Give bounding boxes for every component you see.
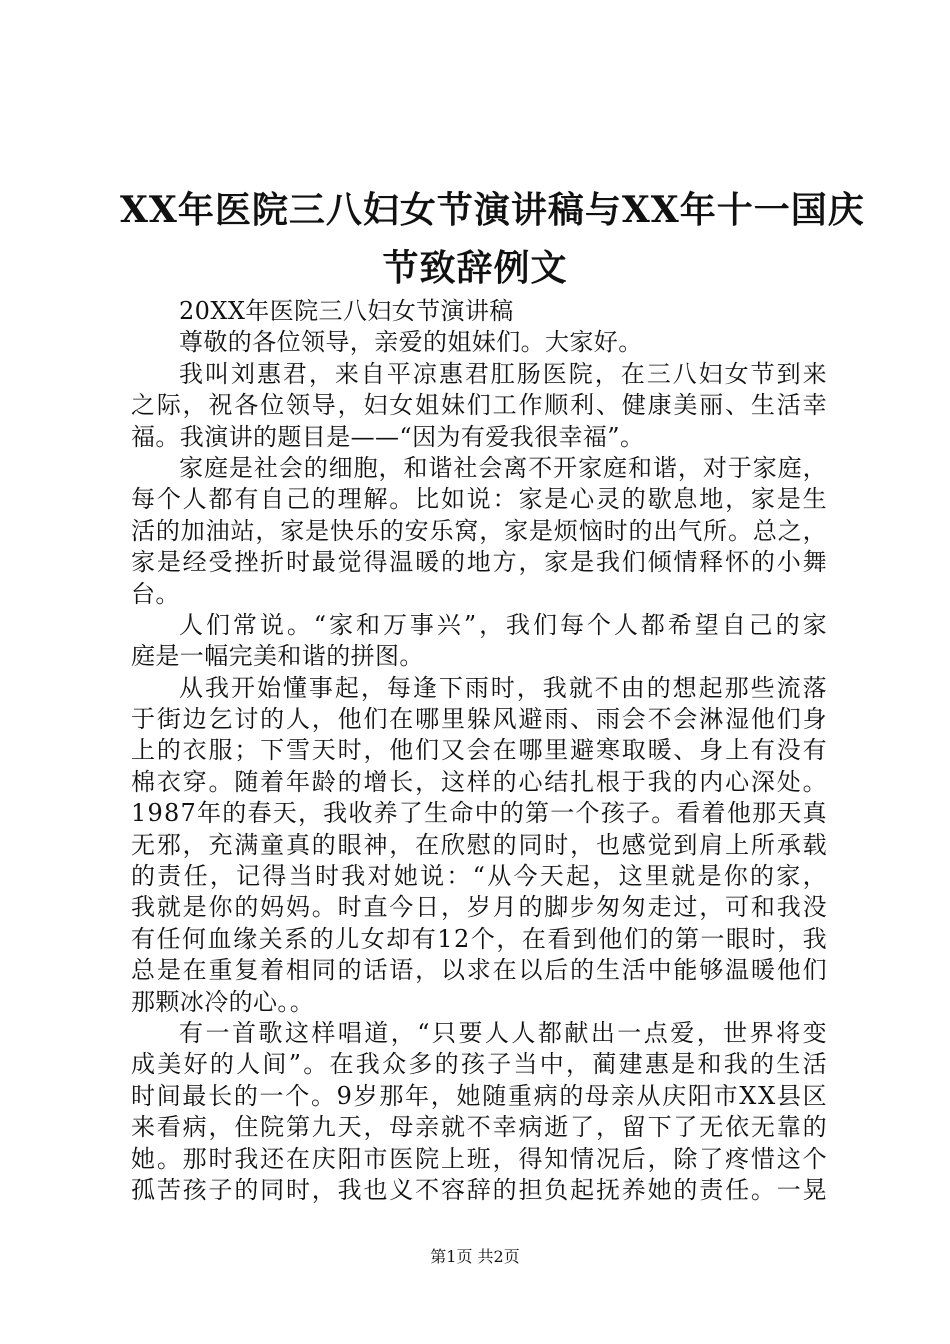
document-title-line-1: XX年医院三八妇女节演讲稿与XX年十一国庆 — [120, 189, 865, 231]
body-text-line: 家是经受挫折时最觉得温暖的地方，家是我们倾情释怀的小舞 — [131, 548, 829, 577]
body-text-line: 活的加油站，家是快乐的安乐窝，家是烦恼时的出气所。总之， — [131, 516, 828, 545]
body-text-line: 我叫刘惠君，来自平凉惠君肛肠医院，在三八妇女节到来 — [179, 359, 829, 388]
body-text-line: 每个人都有自己的理解。比如说：家是心灵的歇息地，家是生 — [131, 485, 829, 514]
body-text-line: 棉衣穿。随着年龄的增长，这样的心结扎根于我的内心深处。 — [131, 767, 829, 796]
body-text-line: 台。 — [131, 579, 180, 608]
body-text-line: 有任何血缘关系的儿女却有12个，在看到他们的第一眼时，我 — [131, 924, 829, 953]
body-text-line: 那颗冰冷的心。。 — [131, 987, 315, 1016]
body-text-line: 20XX年医院三八妇女节演讲稿 — [179, 297, 514, 325]
body-text-line: 之际，祝各位领导，妇女姐妹们工作顺利、健康美丽、生活幸 — [131, 391, 829, 420]
body-text-line: 于街边乞讨的人，他们在哪里躲风避雨、雨会不会淋湿他们身 — [131, 705, 829, 734]
body-text-line: 上的衣服；下雪天时，他们又会在哪里避寒取暖、身上有没有 — [131, 736, 829, 765]
body-text-line: 1987年的春天，我收养了生命中的第一个孩子。看着他那天真 — [131, 799, 828, 828]
body-text-line: 时间最长的一个。9岁那年，她随重病的母亲从庆阳市XX县区 — [131, 1081, 829, 1110]
body-text-line: 我就是你的妈妈。时直今日，岁月的脚步匆匆走过，可和我没 — [131, 893, 829, 922]
body-text-line: 无邪，充满童真的眼神，在欣慰的同时，也感觉到肩上所承载 — [131, 830, 829, 859]
body-text-line: 庭是一幅完美和谐的拼图。 — [131, 642, 424, 671]
body-text-line: 家庭是社会的细胞，和谐社会离不开家庭和谐，对于家庭， — [179, 453, 828, 482]
body-text-line: 来看病，住院第九天，母亲就不幸病逝了，留下了无依无靠的 — [131, 1113, 829, 1142]
body-text-line: 她。那时我还在庆阳市医院上班，得知情况后，除了疼惜这个 — [131, 1144, 829, 1173]
body-text-line: 孤苦孩子的同时，我也义不容辞的担负起抚养她的责任。一晃 — [131, 1175, 829, 1204]
body-text-line: 的责任，记得当时我对她说：“从今天起，这里就是你的家， — [131, 862, 829, 891]
body-text-line: 从我开始懂事起，每逢下雨时，我就不由的想起那些流落 — [179, 673, 829, 702]
body-text-line: 总是在重复着相同的话语，以求在以后的生活中能够温暖他们 — [131, 956, 829, 985]
body-text-line: 尊敬的各位领导，亲爱的姐妹们。大家好。 — [179, 328, 643, 357]
body-text-line: 成美好的人间”。在我众多的孩子当中，蔺建惠是和我的生活 — [131, 1050, 829, 1079]
document-title-line-2: 节致辞例文 — [382, 247, 568, 289]
page-footer: 第1页 共2页 — [430, 1247, 520, 1266]
body-text-line: 福。我演讲的题目是——“因为有爱我很幸福”。 — [131, 422, 645, 451]
body-text-line: 人们常说。“家和万事兴”，我们每个人都希望自己的家 — [179, 610, 830, 639]
body-text-line: 有一首歌这样唱道，“只要人人都献出一点爱，世界将变 — [179, 1018, 830, 1047]
document-body — [131, 296, 830, 1206]
